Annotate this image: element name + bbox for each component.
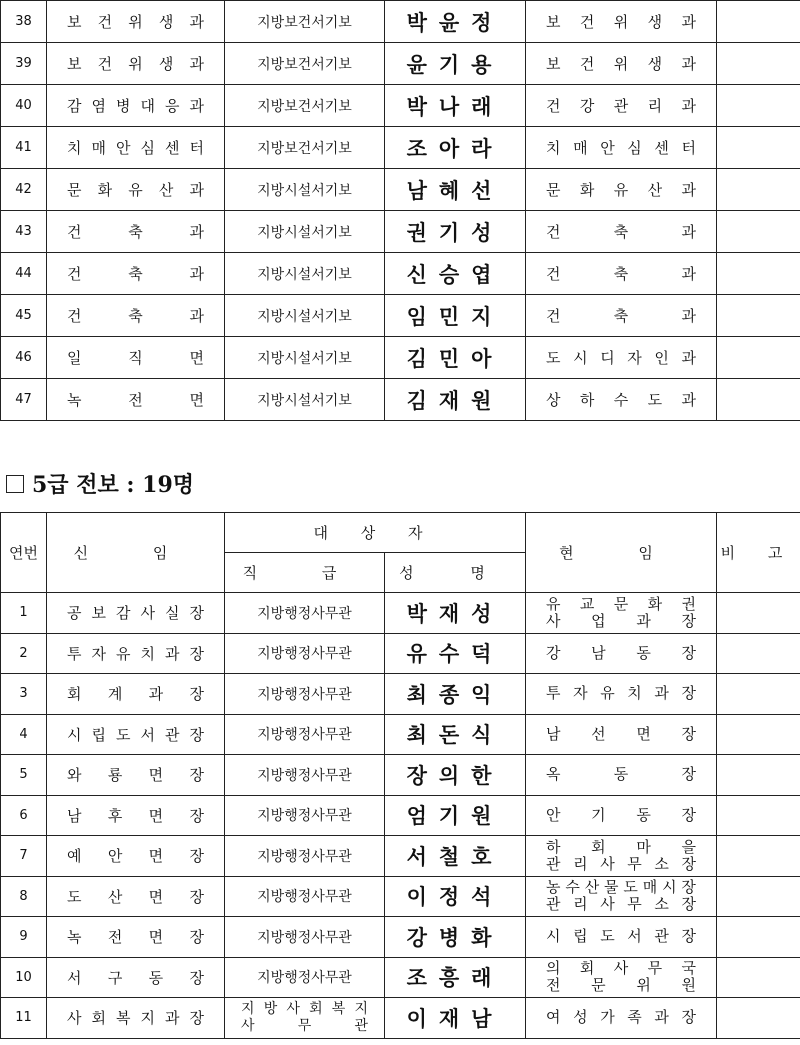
cell-rank: 지방시설서기보 <box>225 169 385 211</box>
header-current: 현 임 <box>526 513 717 593</box>
cell-rank: 지방보건서기보 <box>225 43 385 85</box>
grade5-transfer-table <box>0 512 800 1039</box>
spread-text: 건 축 과 <box>67 307 204 325</box>
header-rank: 직 급 <box>225 553 385 593</box>
spread-text: 옥 동 장 <box>546 765 697 784</box>
cell-note <box>717 169 800 211</box>
spread-text: 관 리 사 무 소 장 <box>546 895 696 914</box>
cell-current <box>526 755 717 796</box>
spread-text: 안 기 동 장 <box>546 805 696 824</box>
cell-rank: 지방시설서기보 <box>225 253 385 295</box>
spread-text: 녹 전 면 <box>67 391 204 409</box>
cell-rank <box>225 998 385 1039</box>
cell-note <box>717 253 800 295</box>
cell-new-post <box>47 714 225 755</box>
table-row <box>1 674 800 715</box>
cell-current <box>526 85 717 127</box>
table-row <box>1 43 800 85</box>
spread-text: 치 매 안 심 센 터 <box>546 139 696 157</box>
header-no: 연번 <box>1 513 47 593</box>
spread-text: 시 립 도 서 관 장 <box>546 927 696 946</box>
table-row <box>1 337 800 379</box>
table-row <box>1 633 800 674</box>
cell-no: 1 <box>1 593 47 634</box>
cell-note <box>717 127 800 169</box>
cell-new-post <box>47 127 225 169</box>
cell-name: 최종익 <box>385 674 526 715</box>
header-target: 대 상 자 <box>225 513 526 553</box>
cell-rank: 지방행정사무관 <box>225 795 385 836</box>
cell-new-post <box>47 593 225 634</box>
cell-name: 장의한 <box>385 755 526 796</box>
table-row <box>1 957 800 998</box>
cell-note <box>717 714 800 755</box>
cell-rank: 지방보건서기보 <box>225 127 385 169</box>
table-row <box>1 593 800 634</box>
cell-note <box>717 957 800 998</box>
cell-name: 신승엽 <box>385 253 526 295</box>
cell-current <box>526 593 717 634</box>
cell-current <box>526 674 717 715</box>
spread-text: 문 화 유 산 과 <box>67 181 204 199</box>
cell-rank: 지방시설서기보 <box>225 337 385 379</box>
spread-text: 와 룡 면 장 <box>67 766 204 785</box>
cell-current <box>526 876 717 917</box>
cell-note <box>717 593 800 634</box>
cell-name: 임민지 <box>385 295 526 337</box>
cell-current <box>526 127 717 169</box>
cell-no: 41 <box>1 127 47 169</box>
spread-text: 건 축 과 <box>546 223 696 241</box>
cell-no: 46 <box>1 337 47 379</box>
cell-no: 38 <box>1 1 47 43</box>
spread-text: 도 산 면 장 <box>67 887 204 906</box>
cell-name: 김재원 <box>385 379 526 421</box>
cell-note <box>717 85 800 127</box>
cell-note <box>717 795 800 836</box>
cell-current <box>526 795 717 836</box>
cell-rank: 지방행정사무관 <box>225 633 385 674</box>
cell-rank: 지방행정사무관 <box>225 876 385 917</box>
cell-new-post <box>47 674 225 715</box>
spread-text: 회 계 과 장 <box>67 685 204 704</box>
cell-new-post <box>47 169 225 211</box>
cell-rank: 지방행정사무관 <box>225 957 385 998</box>
spread-text: 농 수 산 물 도 매 시 장 <box>546 878 696 897</box>
header-new-post: 신 임 <box>47 513 225 593</box>
cell-rank: 지방행정사무관 <box>225 593 385 634</box>
spread-text: 강 남 동 장 <box>546 643 696 662</box>
spread-text: 보 건 위 생 과 <box>67 55 204 73</box>
cell-no: 39 <box>1 43 47 85</box>
spread-text: 보 건 위 생 과 <box>546 13 696 31</box>
spread-text: 사 업 과 장 <box>546 611 696 630</box>
cell-note <box>717 917 800 958</box>
cell-new-post <box>47 43 225 85</box>
table-row <box>1 127 800 169</box>
spread-text: 상 하 수 도 과 <box>546 391 696 409</box>
cell-note <box>717 876 800 917</box>
header-note: 비 고 <box>717 513 800 593</box>
spread-text: 건 축 과 <box>546 265 696 283</box>
table-row <box>1 295 800 337</box>
spread-text: 시 립 도 서 관 장 <box>67 725 204 744</box>
spread-text: 예 안 면 장 <box>67 847 204 866</box>
section-title <box>6 468 194 499</box>
cell-new-post <box>47 836 225 877</box>
spread-text: 여 성 가 족 과 장 <box>546 1008 696 1027</box>
cell-no: 7 <box>1 836 47 877</box>
cell-name: 최돈식 <box>385 714 526 755</box>
cell-current <box>526 917 717 958</box>
cell-name: 박재성 <box>385 593 526 634</box>
cell-note <box>717 1 800 43</box>
cell-new-post <box>47 85 225 127</box>
cell-new-post <box>47 998 225 1039</box>
cell-current <box>526 379 717 421</box>
table-row <box>1 836 800 877</box>
spread-text: 일 직 면 <box>67 349 204 367</box>
cell-name: 서철호 <box>385 836 526 877</box>
spread-text: 유 교 문 화 권 <box>546 594 697 613</box>
cell-name: 조흥래 <box>385 957 526 998</box>
cell-no: 47 <box>1 379 47 421</box>
spread-text: 하 회 마 을 <box>546 837 696 856</box>
cell-rank: 지방시설서기보 <box>225 379 385 421</box>
spread-text: 보 건 위 생 과 <box>67 13 204 31</box>
spread-text: 관 리 사 무 소 장 <box>546 854 696 873</box>
cell-rank: 지방행정사무관 <box>225 917 385 958</box>
cell-no: 11 <box>1 998 47 1039</box>
spread-text: 건 축 과 <box>67 265 204 283</box>
cell-new-post <box>47 633 225 674</box>
spread-text: 건 축 과 <box>546 307 696 325</box>
cell-note <box>717 755 800 796</box>
cell-rank: 지방시설서기보 <box>225 211 385 253</box>
cell-note <box>717 211 800 253</box>
cell-no: 45 <box>1 295 47 337</box>
cell-name: 김민아 <box>385 337 526 379</box>
table-row <box>1 379 800 421</box>
spread-text: 치 매 안 심 센 터 <box>67 139 204 157</box>
cell-current <box>526 836 717 877</box>
cell-new-post <box>47 379 225 421</box>
table-row <box>1 85 800 127</box>
spread-text: 감 염 병 대 응 과 <box>67 97 204 115</box>
spread-text: 사 무 관 <box>241 1017 368 1034</box>
cell-name: 이재남 <box>385 998 526 1039</box>
spread-text: 녹 전 면 장 <box>67 928 204 947</box>
cell-current <box>526 957 717 998</box>
table-row <box>1 795 800 836</box>
cell-no: 40 <box>1 85 47 127</box>
spread-text: 의 회 사 무 국 <box>546 959 697 978</box>
cell-new-post <box>47 1 225 43</box>
cell-current <box>526 337 717 379</box>
table-row <box>1 998 800 1039</box>
spread-text: 문 화 유 산 과 <box>546 181 696 199</box>
cell-rank: 지방보건서기보 <box>225 85 385 127</box>
cell-current <box>526 998 717 1039</box>
cell-no: 3 <box>1 674 47 715</box>
cell-current <box>526 295 717 337</box>
table-row <box>1 714 800 755</box>
cell-note <box>717 674 800 715</box>
cell-no: 42 <box>1 169 47 211</box>
cell-new-post <box>47 957 225 998</box>
table-row <box>1 211 800 253</box>
cell-name: 권기성 <box>385 211 526 253</box>
spread-text: 건 축 과 <box>67 223 204 241</box>
cell-name: 윤기용 <box>385 43 526 85</box>
table-row <box>1 876 800 917</box>
cell-note <box>717 43 800 85</box>
cell-no: 4 <box>1 714 47 755</box>
cell-new-post <box>47 795 225 836</box>
cell-current <box>526 714 717 755</box>
header-name: 성 명 <box>385 553 526 593</box>
spread-text: 남 선 면 장 <box>546 724 696 743</box>
cell-name: 남혜선 <box>385 169 526 211</box>
spread-text: 사 회 복 지 과 장 <box>67 1009 204 1028</box>
spread-text: 보 건 위 생 과 <box>546 55 696 73</box>
cell-name: 박윤정 <box>385 1 526 43</box>
cell-no: 2 <box>1 633 47 674</box>
cell-note <box>717 295 800 337</box>
cell-no: 9 <box>1 917 47 958</box>
cell-no: 6 <box>1 795 47 836</box>
spread-text: 지 방 사 회 복 지 <box>241 1000 368 1017</box>
cell-note <box>717 633 800 674</box>
spread-text: 공 보 감 사 실 장 <box>67 604 204 623</box>
table-row <box>1 1 800 43</box>
cell-name: 이정석 <box>385 876 526 917</box>
cell-new-post <box>47 876 225 917</box>
cell-current <box>526 169 717 211</box>
cell-name: 박나래 <box>385 85 526 127</box>
cell-new-post <box>47 917 225 958</box>
cell-current <box>526 633 717 674</box>
cell-new-post <box>47 253 225 295</box>
cell-new-post <box>47 211 225 253</box>
spread-text: 남 후 면 장 <box>67 806 204 825</box>
upper-personnel-table <box>0 0 800 421</box>
cell-rank: 지방보건서기보 <box>225 1 385 43</box>
cell-current <box>526 253 717 295</box>
cell-note <box>717 337 800 379</box>
cell-note <box>717 836 800 877</box>
cell-no: 43 <box>1 211 47 253</box>
cell-current <box>526 43 717 85</box>
cell-no: 8 <box>1 876 47 917</box>
cell-current <box>526 211 717 253</box>
spread-text: 전 문 위 원 <box>546 976 696 995</box>
cell-rank: 지방시설서기보 <box>225 295 385 337</box>
spread-text: 건 강 관 리 과 <box>546 97 696 115</box>
cell-name: 유수덕 <box>385 633 526 674</box>
cell-note <box>717 379 800 421</box>
section-title-text: 5급 전보 : 19명 <box>32 472 195 498</box>
cell-name: 조아라 <box>385 127 526 169</box>
spread-text: 투 자 유 치 과 장 <box>67 644 204 663</box>
table-row <box>1 169 800 211</box>
cell-no: 44 <box>1 253 47 295</box>
spread-text: 서 구 동 장 <box>67 968 204 987</box>
cell-rank: 지방행정사무관 <box>225 755 385 796</box>
cell-rank: 지방행정사무관 <box>225 836 385 877</box>
cell-name: 엄기원 <box>385 795 526 836</box>
cell-rank: 지방행정사무관 <box>225 714 385 755</box>
table-row <box>1 755 800 796</box>
checkbox-square-icon <box>6 475 24 493</box>
table-row <box>1 253 800 295</box>
cell-no: 10 <box>1 957 47 998</box>
cell-new-post <box>47 755 225 796</box>
spread-text: 도 시 디 자 인 과 <box>546 349 696 367</box>
cell-new-post <box>47 295 225 337</box>
table-row <box>1 917 800 958</box>
cell-current <box>526 1 717 43</box>
cell-note <box>717 998 800 1039</box>
cell-no: 5 <box>1 755 47 796</box>
spread-text: 투 자 유 치 과 장 <box>546 684 696 703</box>
cell-new-post <box>47 337 225 379</box>
cell-rank: 지방행정사무관 <box>225 674 385 715</box>
cell-name: 강병화 <box>385 917 526 958</box>
